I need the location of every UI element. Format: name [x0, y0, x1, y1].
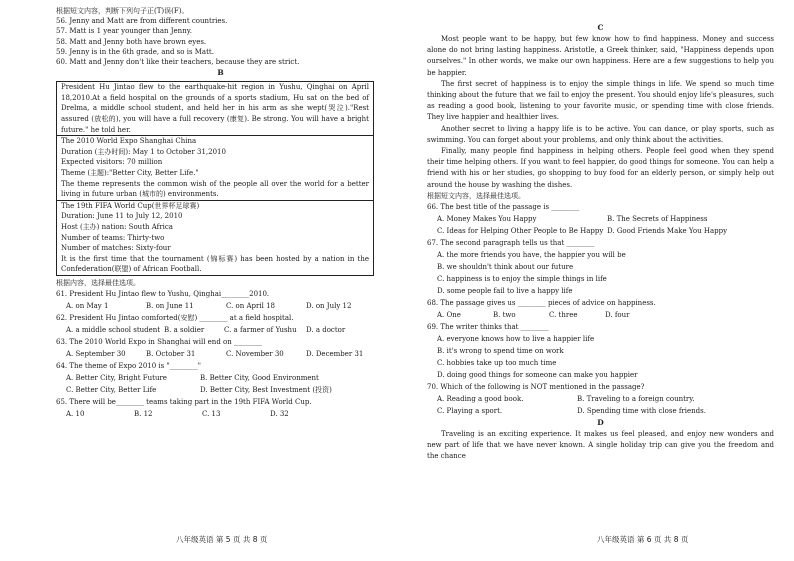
option[interactable]: D. a doctor [306, 326, 346, 335]
option[interactable]: A. on May 1 [66, 302, 109, 311]
worldcup-title: The 19th FIFA World Cup(世界杯足球赛) [61, 201, 200, 210]
option[interactable]: C. Playing a sport. [437, 407, 503, 416]
option[interactable]: D. some people fail to live a happy life [437, 287, 573, 296]
option[interactable]: A. Money Makes You Happy [437, 215, 537, 224]
option[interactable]: D. Good Friends Make You Happy [607, 227, 728, 236]
question-61: 61. President Hu Jintao flew to Yushu, Qinghai________2010. [56, 290, 270, 299]
tf-item: 56. Jenny and Matt are from different countries. [56, 17, 228, 26]
worldcup-matches: Number of matches: Sixty-four [61, 244, 171, 253]
option[interactable]: B. 12 [134, 410, 153, 419]
option[interactable]: D. four [605, 311, 630, 320]
option[interactable]: B. a soldier [164, 326, 205, 335]
option[interactable]: A. the more friends you have, the happier you will be [437, 251, 626, 260]
tf-item: 57. Matt is 1 year younger than Jenny. [56, 27, 192, 36]
option[interactable]: A. Reading a good book. [437, 395, 524, 404]
option[interactable]: C. three [549, 311, 578, 320]
question-64: 64. The theme of Expo 2010 is "________" [56, 362, 201, 371]
question-67: 67. The second paragraph tells us that ________ [427, 239, 595, 248]
option[interactable]: D. December 31 [306, 350, 364, 359]
worldcup-note: It is the first time that the tournament (锦标赛) has been hosted by a nation in the Confederation(联盟) of African Football. [61, 254, 369, 274]
passage-paragraph: Most people want to be happy, but few know how to find happiness. Money and success alone do not bring lasting happiness. Aristotle, a Greek thinker, said, "Happiness depends upon ourselves." In other words, we make our own happiness. Here are a few suggestions to help you be happier. [427, 35, 774, 77]
news-box: President Hu Jintao flew to the earthquake-hit region in Yushu, Qinghai on April 18,2010.At a field hospital on the grounds of a sports stadium, Hu sat on the bed of Drelma, a middle school student, and held her in his arm as she wept(哭泣)."Rest assured (放松的), you will have a full recovery (康复). Be strong. You will have a bright future." he told her. [57, 82, 373, 136]
worldcup-host: Host (主办) nation: South Africa [61, 222, 173, 231]
option[interactable]: C. Ideas for Helping Other People to Be Happy [437, 227, 604, 236]
question-62: 62. President Hu Jintao comforted(安慰) ________ at a field hospital. [56, 314, 294, 323]
options-66-row2 [427, 225, 774, 237]
option[interactable]: C. November 30 [226, 350, 284, 359]
section-c-heading: C [597, 23, 604, 32]
options-66-row1 [427, 213, 774, 225]
option[interactable]: D. 32 [270, 410, 289, 419]
page-footer: 八年级英语 第 5 页 共 8 页 [176, 535, 268, 544]
option[interactable]: D. doing good things for someone can make you happier [437, 371, 638, 380]
option[interactable]: A. One [437, 311, 461, 320]
option[interactable]: B. The Secrets of Happiness [607, 215, 708, 224]
tf-item: 58. Matt and Jenny both have brown eyes. [56, 37, 207, 46]
expo-duration: Duration (主办时间): May 1 to October 31,2010 [61, 147, 226, 156]
passage-paragraph: The first secret of happiness is to enjoy the simple things in life. We spend so much time thinking about the future that we fail to enjoy the present. You should enjoy life's pleasures, such as reading a good book, listening to your favorite music, or spending time with close friends. They live happier and healthier lives. [427, 79, 774, 122]
option[interactable]: A. Better City, Bright Future [66, 374, 167, 383]
options-65 [56, 408, 385, 420]
tf-item: 60. Matt and Jenny don't like their teachers, because they are strict. [56, 58, 300, 67]
option[interactable]: C. hobbies take up too much time [437, 359, 557, 368]
expo-theme: Theme (主题):"Better City, Better Life." [61, 168, 199, 177]
question-70: 70. Which of the following is NOT mentioned in the passage? [427, 383, 645, 392]
option[interactable]: C. happiness is to enjoy the simple things in life [437, 275, 607, 284]
reading-box [56, 81, 374, 276]
options-70-row1 [427, 393, 774, 405]
option[interactable]: D. Better City, Best Investment (投资) [200, 386, 332, 395]
worldcup-teams: Number of teams: Thirty-two [61, 233, 165, 242]
expo-visitors: Expected visitors: 70 million [61, 158, 163, 167]
section-d-heading: D [597, 418, 604, 428]
question-69: 69. The writer thinks that ________ [427, 323, 549, 332]
passage-paragraph: Finally, many people find happiness in helping others. People feel good when they spend their time helping others. If you want to feel happier, do good things for someone. You can help a friend with his or her studies, go shopping to buy food for an elderly person, or simply help out around the house by washing the dishes. [427, 147, 774, 189]
options-62 [56, 324, 385, 336]
passage-paragraph: Traveling is an exciting experience. It makes us feel pleased, and enjoy new wonders and new part of life that we have never known. A single holiday trip can give you the freedom and the chance [427, 430, 774, 461]
options-61 [56, 300, 385, 312]
option[interactable]: D. on July 12 [306, 302, 352, 311]
options-68 [427, 309, 774, 321]
option[interactable]: A. a middle school student [66, 326, 161, 335]
mc-instructions: 根据内容，选择最佳选项。 [56, 278, 140, 287]
question-65: 65. There will be________ teams taking part in the 19th FIFA World Cup. [56, 398, 312, 407]
option[interactable]: B. Better City, Good Environment [200, 374, 319, 383]
question-68: 68. The passage gives us ________ pieces of advice on happiness. [427, 299, 656, 308]
page-footer: 八年级英语 第 6 页 共 8 页 [597, 535, 689, 544]
option[interactable]: C. Better City, Better Life [66, 386, 157, 395]
passage-paragraph: Another secret to living a happy life is to be active. You can dance, or play sports, such as swimming. You can forget about your problems, and only think about the activities. [427, 124, 774, 144]
options-64-row2 [56, 384, 385, 396]
question-63: 63. The 2010 World Expo in Shanghai will end on ________ [56, 338, 262, 347]
question-66: 66. The best title of the passage is ________ [427, 203, 580, 212]
options-63 [56, 348, 385, 360]
option[interactable]: C. 13 [202, 410, 221, 419]
worldcup-box [57, 201, 373, 275]
option[interactable]: C. a farmer of Yushu [224, 326, 297, 335]
mc-instructions: 根据短文内容，选择最佳选项。 [427, 191, 525, 200]
page-6 [397, 0, 794, 561]
option[interactable]: B. Traveling to a foreign country. [577, 395, 695, 404]
options-70-row2 [427, 405, 774, 417]
option[interactable]: B. two [493, 311, 516, 320]
option[interactable]: A. September 30 [66, 350, 126, 359]
expo-box [57, 136, 373, 201]
option[interactable]: B. it's wrong to spend time on work [437, 347, 564, 356]
worldcup-duration: Duration: June 11 to July 12, 2010 [61, 212, 183, 221]
option[interactable]: B. we shouldn't think about our future [437, 263, 574, 272]
option[interactable]: D. Spending time with close friends. [577, 407, 706, 416]
tf-instructions: 根据短文内容，判断下列句子正(T)误(F)。 [56, 7, 189, 15]
expo-note: The theme represents the common wish of the people all over the world for a better living in future urban (城市的) environments. [61, 179, 369, 199]
option[interactable]: B. October 31 [146, 350, 196, 359]
option[interactable]: B. on June 11 [146, 302, 194, 311]
option[interactable]: A. everyone knows how to live a happier life [437, 335, 595, 344]
tf-item: 59. Jenny is in the 6th grade, and so is Matt. [56, 47, 214, 56]
expo-title: The 2010 World Expo Shanghai China [61, 137, 197, 146]
options-64-row1 [56, 372, 385, 384]
option[interactable]: A. 10 [66, 410, 85, 419]
section-b-heading: B [217, 68, 224, 78]
option[interactable]: C. on April 18 [226, 302, 275, 311]
